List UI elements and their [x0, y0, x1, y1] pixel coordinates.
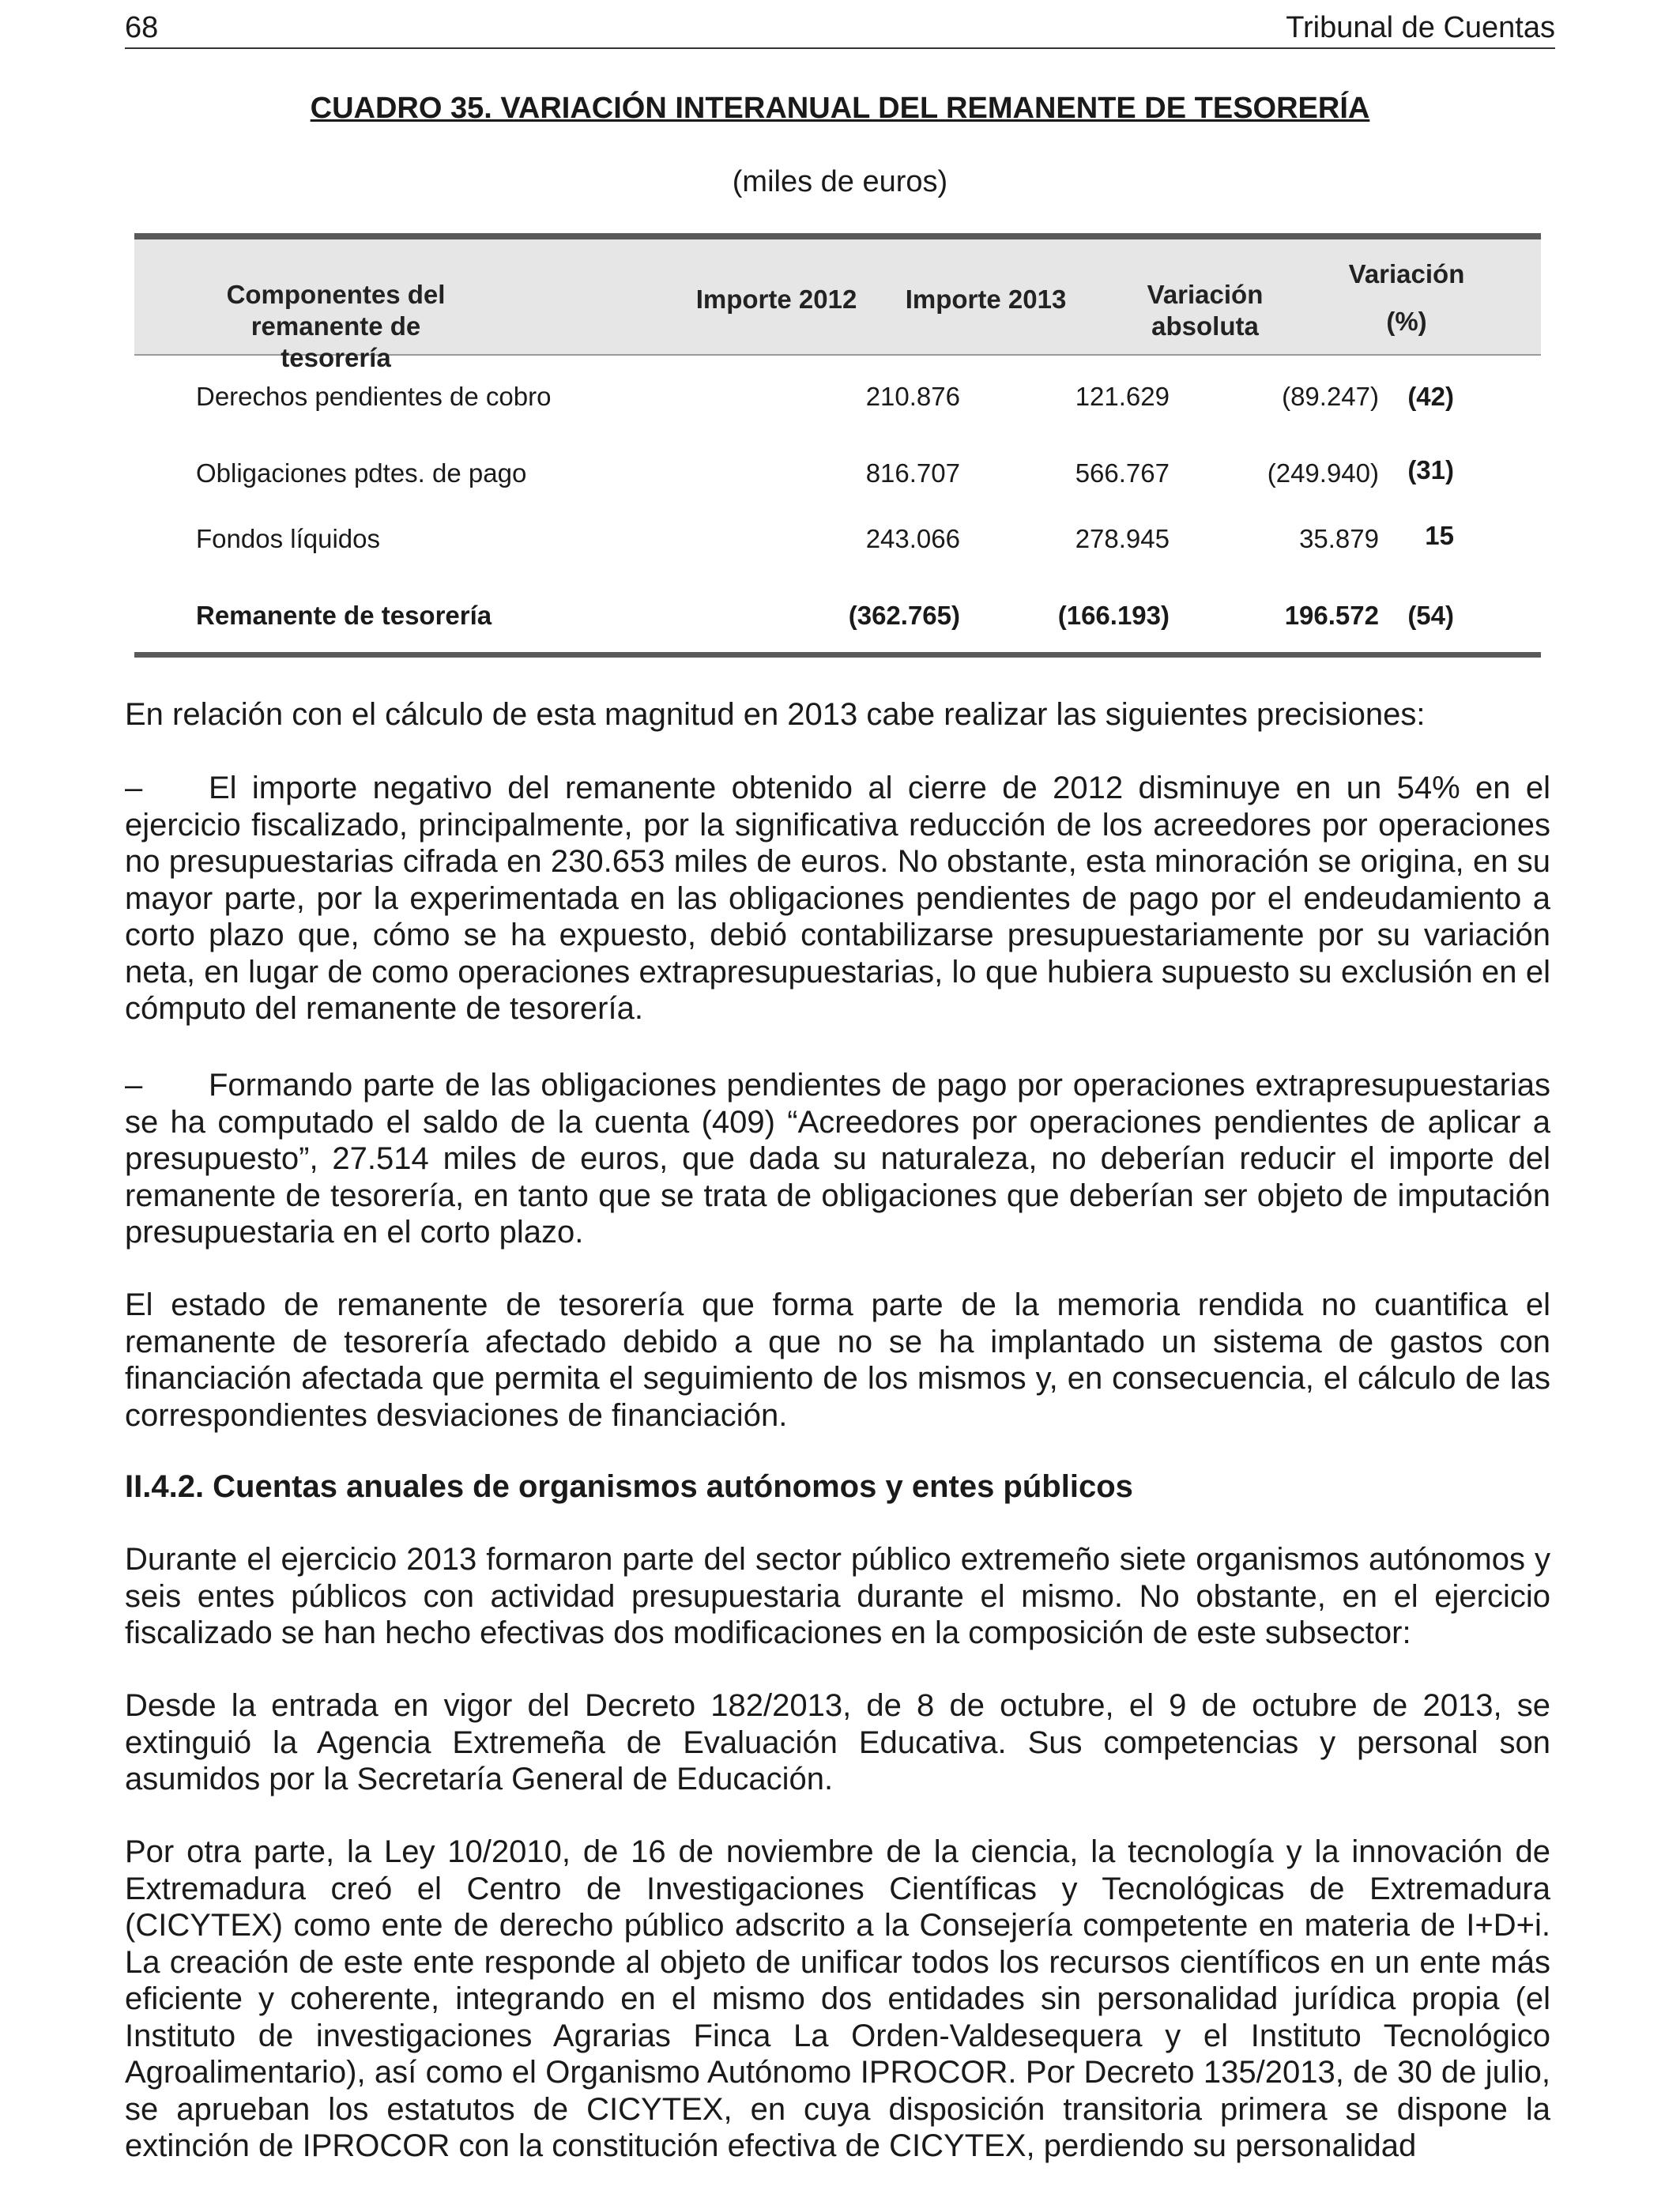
- table-bottom-rule: [134, 652, 1541, 658]
- paragraph-estado: El estado de remanente de tesorería que forma parte de la memoria rendida no cuantifica el remanente de tesorería afectado debido a que no se ha implantado un sistema de gastos con financiación afectada que permita el seguimiento de los mismos y, en consecuencia, el cálculo de las correspondientes desviaciones de financiación.: [125, 1287, 1550, 1433]
- bullet-paragraph-1: – El importe negativo del remanente obtenido al cierre de 2012 disminuye en un 54% en el ejercicio fiscalizado, principalmente, por la significativa reducción de los acreedores por operaciones no presupuestarias cifrada en 230.653 miles de euros. No obstante, esta minoración se origina, en su mayor parte, por la experimentada en las obligaciones pendientes de pago por el endeudamiento a corto plazo que, cómo se ha expuesto, debió contabilizarse presupuestariamente por su variación neta, en lugar de como operaciones extrapresupuestarias, lo que hubiera supuesto su exclusión en el cómputo del remanente de tesorería.: [125, 771, 1550, 1026]
- col-header-importe-2012: Importe 2012: [695, 285, 857, 314]
- paragraph-durante: Durante el ejercicio 2013 formaron parte del sector público extremeño siete organismos autónomos y seis entes públicos con actividad presupuestaria durante el mismo. No obstante, en el ejercicio fiscalizado se han hecho efectivas dos modificaciones en la composición de este subsector:: [125, 1542, 1550, 1650]
- section-heading: II.4.2. Cuentas anuales de organismos autónomos y entes públicos: [125, 1469, 1133, 1504]
- bullet-dash: –: [125, 771, 143, 805]
- bullet-dash: –: [125, 1068, 143, 1103]
- data-table: [134, 233, 1541, 630]
- paragraph-por-otra-parte: Por otra parte, la Ley 10/2010, de 16 de noviembre de la ciencia, la tecnología y la innovación de Extremadura creó el Centro de Investigaciones Científicas y Tecnológicas de Extremadura (CICYTEX) como ente de derecho público adscrito a la Consejería competente en materia de I+D+i. La creación de este ente responde al objeto de unificar todos los recursos científicos en un ente más eficiente y coherente, integrando en el mismo dos entidades sin personalidad jurídica propia (el Instituto de investigaciones Agrarias Finca La Orden-Valdesequera y el Instituto Tecnológico Agroalimentario), así como el Organismo Autónomo IPROCOR. Por Decreto 135/2013, de 30 de julio, se aprueban los estatutos de CICYTEX, en cuya disposición transitoria primera se dispone la extinción de IPROCOR con la constitución efectiva de CICYTEX, perdiendo su personalidad: [125, 1834, 1550, 2163]
- running-header-title: Tribunal de Cuentas: [1286, 11, 1555, 44]
- col-header-variacion-pct: Variación (%): [1348, 259, 1465, 336]
- col-header-component: Componentes del remanente de tesorería: [226, 280, 446, 372]
- table-header: [134, 239, 1541, 372]
- table-row-total: Remanente de tesorería (362.765) (166.193) 196.572 (54): [196, 601, 1454, 630]
- table-row: Fondos líquidos 243.066 278.945 35.879 15: [196, 521, 1454, 553]
- col-header-variacion-absoluta: Variación absoluta: [1147, 280, 1264, 341]
- table-top-rule: [134, 233, 1541, 239]
- table-title: CUADRO 35. VARIACIÓN INTERANUAL DEL REMANENTE DE TESORERÍA: [310, 92, 1370, 125]
- paragraph-desde: Desde la entrada en vigor del Decreto 182/2013, de 8 de octubre, el 9 de octubre de 2013, se extinguió la Agencia Extremeña de Evaluación Educativa. Sus competencias y personal son asumidos por la Secretaría General de Educación.: [125, 1688, 1550, 1796]
- table-subtitle: (miles de euros): [732, 165, 948, 198]
- page-number: 68: [125, 11, 159, 44]
- page-header: [125, 8, 1555, 49]
- table-row: Obligaciones pdtes. de pago 816.707 566.767 (249.940) (31): [196, 455, 1454, 488]
- col-header-importe-2013: Importe 2013: [905, 285, 1067, 314]
- table-row: Derechos pendientes de cobro 210.876 121.629 (89.247) (42): [196, 382, 1454, 411]
- intro-paragraph: En relación con el cálculo de esta magnitud en 2013 cabe realizar las siguientes precisiones:: [125, 697, 1426, 732]
- bullet-paragraph-2: – Formando parte de las obligaciones pendientes de pago por operaciones extrapresupuestarias se ha computado el saldo de la cuenta (409) “Acreedores por operaciones pendientes de aplicar a presupuesto”, 27.514 miles de euros, que dada su naturaleza, no deberían reducir el importe del remanente de tesorería, en tanto que se trata de obligaciones que deberían ser objeto de imputación presupuestaria en el corto plazo.: [125, 1068, 1550, 1250]
